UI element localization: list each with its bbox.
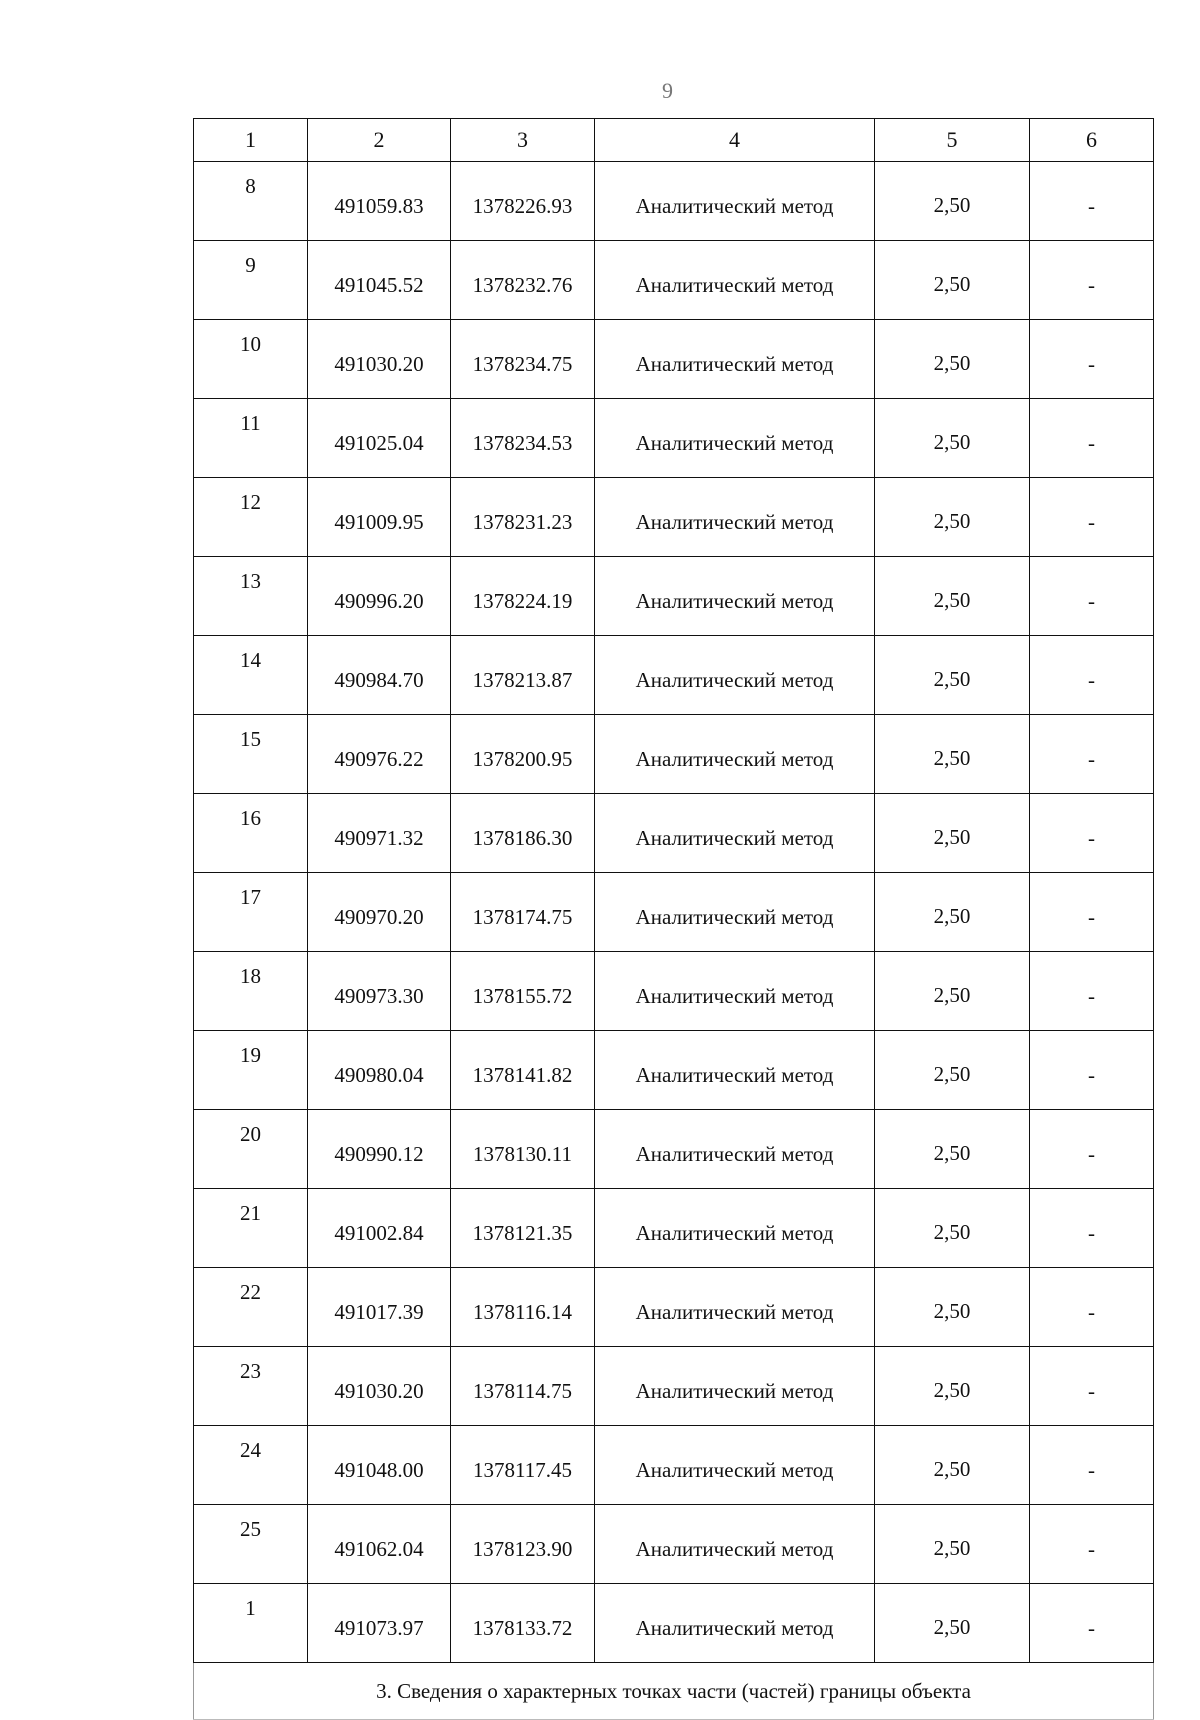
table-row [194, 1189, 1154, 1268]
point-number-cell: 12 [194, 478, 308, 557]
table-row [194, 399, 1154, 478]
accuracy-cell: 2,50 [875, 794, 1030, 873]
note-cell: - [1030, 162, 1154, 241]
note-cell: - [1030, 320, 1154, 399]
x-coordinate-cell: 490984.70 [308, 636, 451, 715]
point-number-cell: 19 [194, 1031, 308, 1110]
table-row [194, 557, 1154, 636]
x-coordinate-cell: 491062.04 [308, 1505, 451, 1584]
point-number-cell: 13 [194, 557, 308, 636]
table-row [194, 794, 1154, 873]
y-coordinate-cell: 1378116.14 [451, 1268, 595, 1347]
point-number-cell: 9 [194, 241, 308, 320]
point-number-cell: 15 [194, 715, 308, 794]
y-coordinate-cell: 1378117.45 [451, 1426, 595, 1505]
point-number-cell: 17 [194, 873, 308, 952]
method-cell: Аналитический метод [595, 952, 875, 1031]
x-coordinate-cell: 490996.20 [308, 557, 451, 636]
point-number-cell: 23 [194, 1347, 308, 1426]
method-cell: Аналитический метод [595, 557, 875, 636]
y-coordinate-cell: 1378234.75 [451, 320, 595, 399]
x-coordinate-cell: 491009.95 [308, 478, 451, 557]
point-number-cell: 22 [194, 1268, 308, 1347]
accuracy-cell: 2,50 [875, 952, 1030, 1031]
section-title: 3. Сведения о характерных точках части (частей) границы объекта [194, 1663, 1154, 1720]
note-cell: - [1030, 873, 1154, 952]
note-cell: - [1030, 952, 1154, 1031]
note-cell: - [1030, 1031, 1154, 1110]
column-header: 3 [451, 119, 595, 162]
table-row [194, 1031, 1154, 1110]
accuracy-cell: 2,50 [875, 320, 1030, 399]
note-cell: - [1030, 1189, 1154, 1268]
y-coordinate-cell: 1378234.53 [451, 399, 595, 478]
note-cell: - [1030, 636, 1154, 715]
x-coordinate-cell: 490973.30 [308, 952, 451, 1031]
column-header: 5 [875, 119, 1030, 162]
accuracy-cell: 2,50 [875, 1031, 1030, 1110]
accuracy-cell: 2,50 [875, 1426, 1030, 1505]
table-row [194, 715, 1154, 794]
column-header: 1 [194, 119, 308, 162]
point-number-cell: 18 [194, 952, 308, 1031]
x-coordinate-cell: 491025.04 [308, 399, 451, 478]
method-cell: Аналитический метод [595, 1110, 875, 1189]
x-coordinate-cell: 491030.20 [308, 320, 451, 399]
note-cell: - [1030, 557, 1154, 636]
x-coordinate-cell: 491059.83 [308, 162, 451, 241]
y-coordinate-cell: 1378155.72 [451, 952, 595, 1031]
y-coordinate-cell: 1378130.11 [451, 1110, 595, 1189]
table-row [194, 320, 1154, 399]
y-coordinate-cell: 1378133.72 [451, 1584, 595, 1663]
note-cell: - [1030, 1268, 1154, 1347]
method-cell: Аналитический метод [595, 794, 875, 873]
y-coordinate-cell: 1378224.19 [451, 557, 595, 636]
table-row [194, 1426, 1154, 1505]
accuracy-cell: 2,50 [875, 636, 1030, 715]
method-cell: Аналитический метод [595, 399, 875, 478]
method-cell: Аналитический метод [595, 162, 875, 241]
accuracy-cell: 2,50 [875, 1268, 1030, 1347]
table-row [194, 162, 1154, 241]
section-title-row [194, 1663, 1154, 1720]
method-cell: Аналитический метод [595, 873, 875, 952]
accuracy-cell: 2,50 [875, 1110, 1030, 1189]
table-row [194, 478, 1154, 557]
method-cell: Аналитический метод [595, 320, 875, 399]
column-header: 6 [1030, 119, 1154, 162]
x-coordinate-cell: 491002.84 [308, 1189, 451, 1268]
point-number-cell: 8 [194, 162, 308, 241]
point-number-cell: 16 [194, 794, 308, 873]
method-cell: Аналитический метод [595, 1268, 875, 1347]
method-cell: Аналитический метод [595, 1189, 875, 1268]
note-cell: - [1030, 478, 1154, 557]
page-number: 9 [662, 78, 673, 103]
method-cell: Аналитический метод [595, 478, 875, 557]
y-coordinate-cell: 1378200.95 [451, 715, 595, 794]
method-cell: Аналитический метод [595, 1347, 875, 1426]
table-row [194, 1110, 1154, 1189]
accuracy-cell: 2,50 [875, 1189, 1030, 1268]
note-cell: - [1030, 1584, 1154, 1663]
table-row [194, 636, 1154, 715]
point-number-cell: 14 [194, 636, 308, 715]
note-cell: - [1030, 715, 1154, 794]
accuracy-cell: 2,50 [875, 1584, 1030, 1663]
method-cell: Аналитический метод [595, 1031, 875, 1110]
column-header: 2 [308, 119, 451, 162]
y-coordinate-cell: 1378121.35 [451, 1189, 595, 1268]
table-row [194, 241, 1154, 320]
table-header-row [194, 119, 1154, 162]
y-coordinate-cell: 1378231.23 [451, 478, 595, 557]
x-coordinate-cell: 490976.22 [308, 715, 451, 794]
x-coordinate-cell: 491048.00 [308, 1426, 451, 1505]
method-cell: Аналитический метод [595, 636, 875, 715]
table-row [194, 952, 1154, 1031]
method-cell: Аналитический метод [595, 715, 875, 794]
table-row [194, 1505, 1154, 1584]
note-cell: - [1030, 1505, 1154, 1584]
accuracy-cell: 2,50 [875, 1505, 1030, 1584]
x-coordinate-cell: 490970.20 [308, 873, 451, 952]
note-cell: - [1030, 794, 1154, 873]
point-number-cell: 1 [194, 1584, 308, 1663]
y-coordinate-cell: 1378141.82 [451, 1031, 595, 1110]
accuracy-cell: 2,50 [875, 873, 1030, 952]
table-row [194, 1268, 1154, 1347]
point-number-cell: 20 [194, 1110, 308, 1189]
y-coordinate-cell: 1378123.90 [451, 1505, 595, 1584]
x-coordinate-cell: 491073.97 [308, 1584, 451, 1663]
method-cell: Аналитический метод [595, 241, 875, 320]
y-coordinate-cell: 1378174.75 [451, 873, 595, 952]
accuracy-cell: 2,50 [875, 478, 1030, 557]
method-cell: Аналитический метод [595, 1584, 875, 1663]
method-cell: Аналитический метод [595, 1426, 875, 1505]
x-coordinate-cell: 490971.32 [308, 794, 451, 873]
x-coordinate-cell: 491030.20 [308, 1347, 451, 1426]
x-coordinate-cell: 491017.39 [308, 1268, 451, 1347]
accuracy-cell: 2,50 [875, 557, 1030, 636]
column-header: 4 [595, 119, 875, 162]
note-cell: - [1030, 399, 1154, 478]
point-number-cell: 24 [194, 1426, 308, 1505]
coordinates-table [193, 118, 1154, 1720]
method-cell: Аналитический метод [595, 1505, 875, 1584]
accuracy-cell: 2,50 [875, 241, 1030, 320]
accuracy-cell: 2,50 [875, 162, 1030, 241]
point-number-cell: 25 [194, 1505, 308, 1584]
x-coordinate-cell: 491045.52 [308, 241, 451, 320]
accuracy-cell: 2,50 [875, 1347, 1030, 1426]
y-coordinate-cell: 1378213.87 [451, 636, 595, 715]
y-coordinate-cell: 1378226.93 [451, 162, 595, 241]
y-coordinate-cell: 1378232.76 [451, 241, 595, 320]
accuracy-cell: 2,50 [875, 715, 1030, 794]
note-cell: - [1030, 1426, 1154, 1505]
x-coordinate-cell: 490990.12 [308, 1110, 451, 1189]
table-row [194, 1584, 1154, 1663]
table-row [194, 1347, 1154, 1426]
point-number-cell: 11 [194, 399, 308, 478]
point-number-cell: 21 [194, 1189, 308, 1268]
note-cell: - [1030, 241, 1154, 320]
y-coordinate-cell: 1378114.75 [451, 1347, 595, 1426]
accuracy-cell: 2,50 [875, 399, 1030, 478]
table-row [194, 873, 1154, 952]
x-coordinate-cell: 490980.04 [308, 1031, 451, 1110]
y-coordinate-cell: 1378186.30 [451, 794, 595, 873]
note-cell: - [1030, 1110, 1154, 1189]
point-number-cell: 10 [194, 320, 308, 399]
note-cell: - [1030, 1347, 1154, 1426]
